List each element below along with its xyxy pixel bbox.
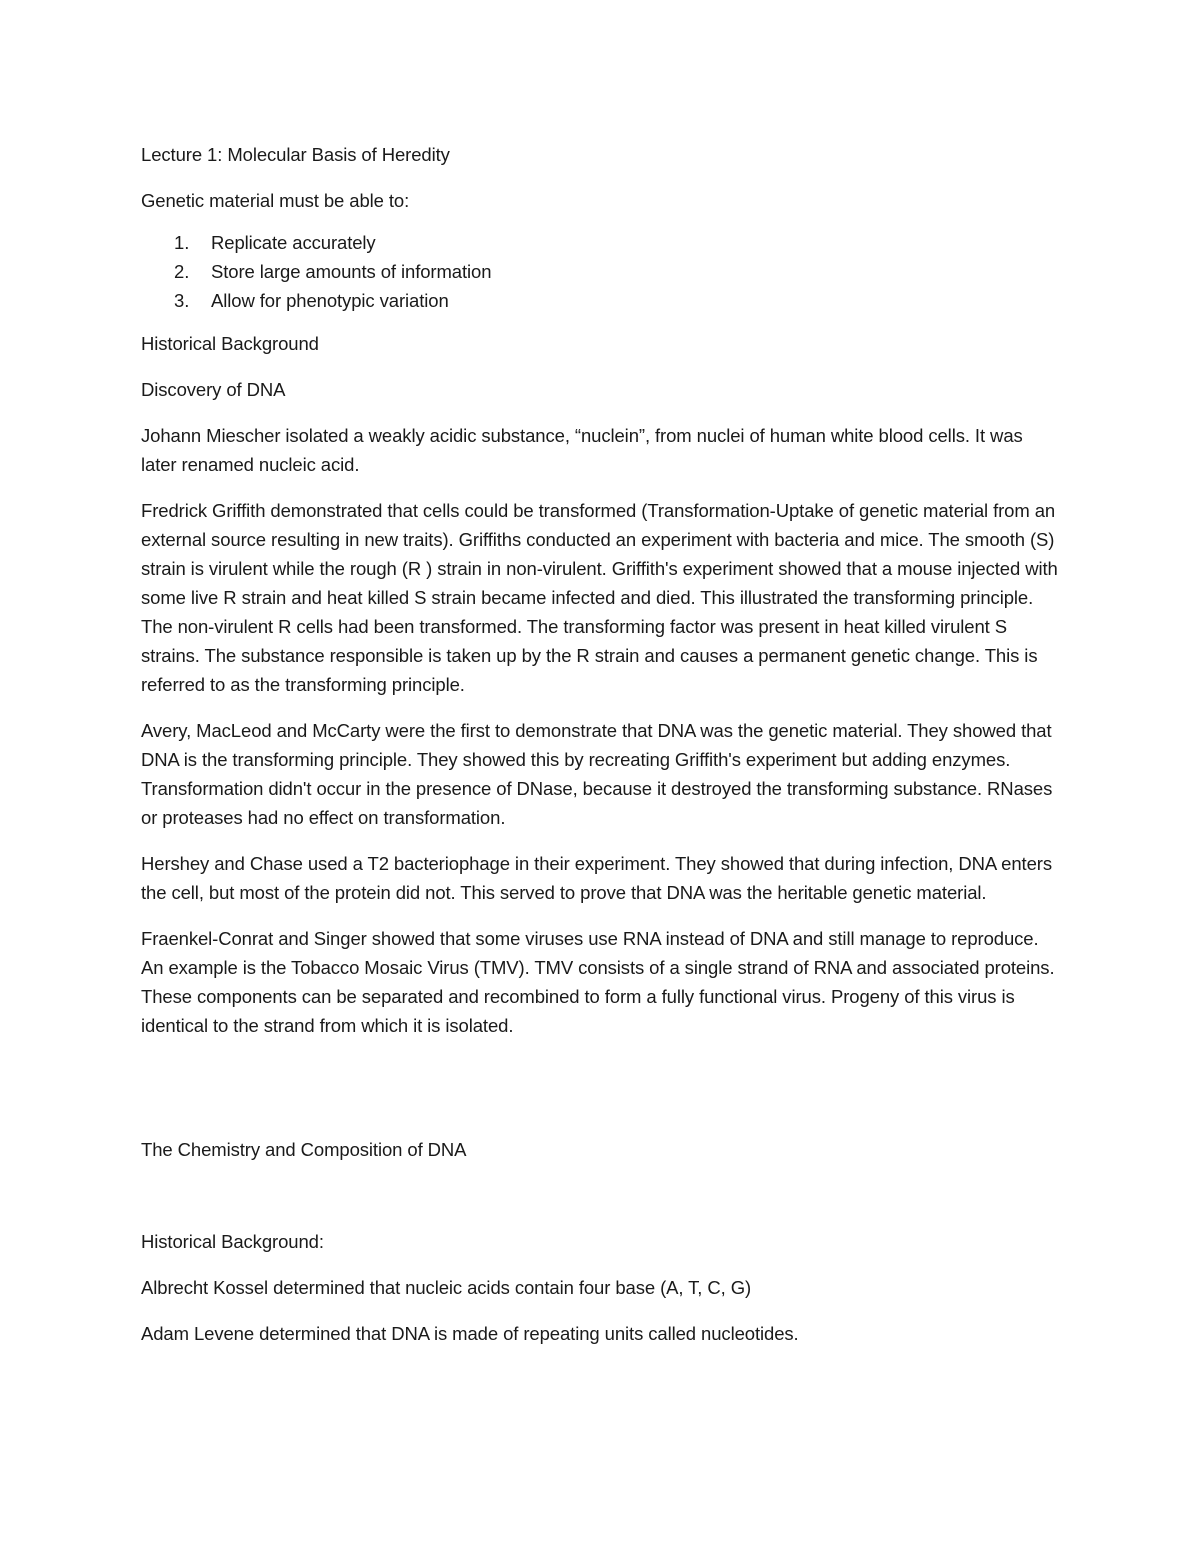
section-heading-chemistry: The Chemistry and Composition of DNA <box>141 1139 467 1160</box>
list-number: 3. <box>174 290 190 311</box>
section-heading-historical-2: Historical Background: <box>141 1231 324 1252</box>
section-heading-discovery: Discovery of DNA <box>141 379 286 400</box>
paragraph-griffith: Fredrick Griffith demonstrated that cells could be transformed (Transformation-Uptake of genetic material from an external source resulting in new traits). Griffiths conducted an experiment with bacteria and mice. The smooth (S) strain is virulent while the rough (R ) strain in non-virulent. Griffith's experiment showed that a mouse injected with some live R strain and heat killed S strain became infected and died. This illustrated the transforming principle. The non-virulent R cells had been transformed. The transforming factor was present in heat killed virulent S strains. The substance responsible is taken up by the R strain and causes a permanent genetic change. This is referred to as the transforming principle. <box>141 500 1058 695</box>
list-text: Store large amounts of information <box>211 261 492 282</box>
requirements-intro: Genetic material must be able to: <box>141 190 410 211</box>
paragraph-kossel: Albrecht Kossel determined that nucleic acids contain four base (A, T, C, G) <box>141 1277 752 1298</box>
paragraph-avery: Avery, MacLeod and McCarty were the first to demonstrate that DNA was the genetic material. They showed that DNA is the transforming principle. They showed this by recreating Griffith's experiment but adding enzymes. Transformation didn't occur in the presence of DNase, because it destroyed the transforming substance. RNases or proteases had no effect on transformation. <box>141 720 1053 828</box>
list-item <box>141 228 1061 257</box>
document-body <box>141 140 1061 1365</box>
paragraph-miescher: Johann Miescher isolated a weakly acidic substance, “nuclein”, from nuclei of human white blood cells. It was later renamed nucleic acid. <box>141 425 1023 475</box>
page-title: Lecture 1: Molecular Basis of Heredity <box>141 144 450 165</box>
paragraph-fraenkel-conrat: Fraenkel-Conrat and Singer showed that some viruses use RNA instead of DNA and still manage to reproduce. An example is the Tobacco Mosaic Virus (TMV). TMV consists of a single strand of RNA and associated proteins. These components can be separated and recombined to form a fully functional virus. Progeny of this virus is identical to the strand from which it is isolated. <box>141 928 1055 1036</box>
list-item <box>141 286 1061 315</box>
section-heading-historical: Historical Background <box>141 333 319 354</box>
spacer <box>141 1057 1061 1135</box>
list-number: 2. <box>174 261 190 282</box>
paragraph-hershey-chase: Hershey and Chase used a T2 bacteriophage in their experiment. They showed that during infection, DNA enters the cell, but most of the protein did not. This served to prove that DNA was the heritable genetic material. <box>141 853 1052 903</box>
list-text: Replicate accurately <box>211 232 376 253</box>
list-text: Allow for phenotypic variation <box>211 290 449 311</box>
requirements-list <box>141 228 1061 315</box>
paragraph-levene: Adam Levene determined that DNA is made of repeating units called nucleotides. <box>141 1323 799 1344</box>
list-number: 1. <box>174 232 190 253</box>
spacer <box>141 1181 1061 1227</box>
list-item <box>141 257 1061 286</box>
